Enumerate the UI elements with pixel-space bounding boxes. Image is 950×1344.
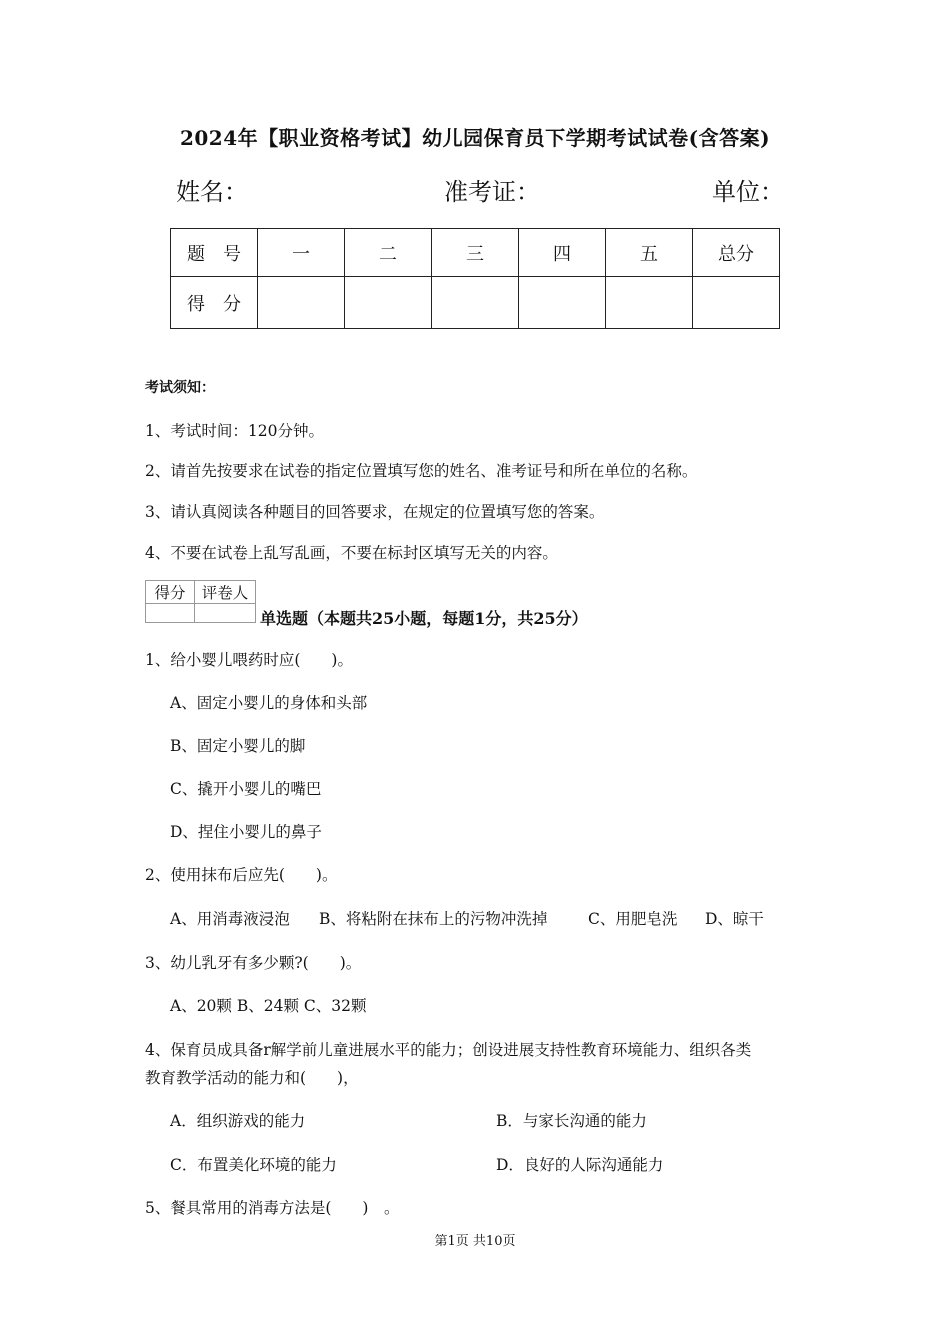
score-input-5[interactable]	[606, 277, 693, 329]
score-row-label: 得 分	[171, 277, 258, 329]
question-option: C、用肥皂洗	[588, 910, 678, 928]
notice-item: 4、不要在试卷上乱写乱画，不要在标封区填写无关的内容。	[145, 544, 558, 562]
question-options: A、20颗 B、24颗 C、32颗	[170, 997, 367, 1015]
score-table-score-row	[171, 277, 780, 329]
question-stem-continued: 教育教学活动的能力和( )，	[145, 1069, 359, 1087]
question-option: C、撬开小婴儿的嘴巴	[170, 780, 322, 798]
exam-title: 2024年【职业资格考试】幼儿园保育员下学期考试试卷(含答案)	[179, 126, 771, 150]
score-input-4[interactable]	[519, 277, 606, 329]
question-option: B、将粘附在抹布上的污物冲洗掉	[319, 910, 548, 928]
question-option: A、用消毒液浸泡	[170, 910, 290, 928]
score-cell-3: 三	[432, 229, 519, 277]
question-stem: 1、给小婴儿喂药时应( )。	[145, 651, 353, 669]
notice-heading: 考试须知：	[145, 380, 215, 396]
score-cell-4: 四	[519, 229, 606, 277]
unit-field-label: 单位：	[712, 178, 784, 206]
question-option: D、捏住小婴儿的鼻子	[170, 823, 322, 841]
question-stem: 4、保育员成具备r解学前儿童进展水平的能力；创设进展支持性教育环境能力、组织各类	[145, 1041, 752, 1059]
score-input-3[interactable]	[432, 277, 519, 329]
question-stem: 5、餐具常用的消毒方法是( ) 。	[145, 1199, 400, 1217]
notice-item: 1、考试时间：120分钟。	[145, 422, 324, 440]
score-input-2[interactable]	[345, 277, 432, 329]
grader-reviewer-label: 评卷人	[195, 581, 256, 604]
score-cell-label: 题 号	[171, 229, 258, 277]
score-input-1[interactable]	[258, 277, 345, 329]
grader-reviewer-cell[interactable]	[195, 604, 256, 623]
grader-box	[145, 580, 256, 623]
score-cell-5: 五	[606, 229, 693, 277]
question-option: B、固定小婴儿的脚	[170, 737, 306, 755]
ticket-field-label: 准考证：	[444, 178, 540, 206]
name-field-label: 姓名：	[176, 178, 248, 206]
question-option: C．布置美化环境的能力	[170, 1156, 337, 1174]
question-option: A．组织游戏的能力	[170, 1112, 306, 1130]
grader-score-cell[interactable]	[146, 604, 195, 623]
question-option: D、晾干	[705, 910, 764, 928]
question-option: A、固定小婴儿的身体和头部	[170, 694, 368, 712]
grader-score-label: 得分	[146, 581, 195, 604]
page-footer: 第1页 共10页	[434, 1234, 516, 1249]
notice-item: 3、请认真阅读各种题目的回答要求，在规定的位置填写您的答案。	[145, 503, 605, 521]
score-table-header-row	[171, 229, 780, 277]
question-option: D．良好的人际沟通能力	[496, 1156, 664, 1174]
notice-item: 2、请首先按要求在试卷的指定位置填写您的姓名、准考证号和所在单位的名称。	[145, 462, 698, 480]
question-stem: 3、幼儿乳牙有多少颗?( )。	[145, 954, 362, 972]
question-stem: 2、使用抹布后应先( )。	[145, 866, 338, 884]
score-cell-2: 二	[345, 229, 432, 277]
score-cell-1: 一	[258, 229, 345, 277]
score-table	[170, 228, 780, 329]
score-input-total[interactable]	[693, 277, 780, 329]
score-cell-total: 总分	[693, 229, 780, 277]
question-option: B．与家长沟通的能力	[496, 1112, 647, 1130]
section-title: 单选题（本题共25小题，每题1分，共25分）	[260, 609, 588, 628]
